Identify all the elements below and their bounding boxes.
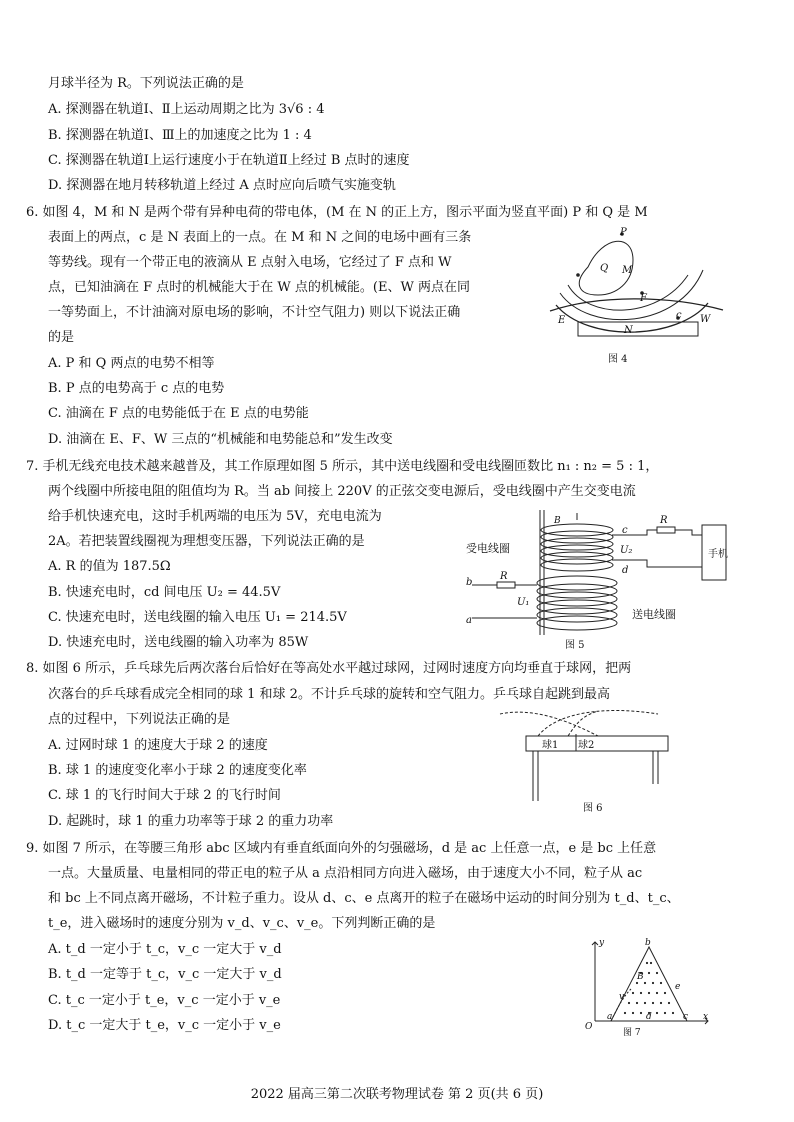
fig4-label-e: E <box>558 315 566 326</box>
text-line: C. 球 1 的飞行时间大于球 2 的飞行时间 <box>48 788 281 803</box>
fig6-label-ball2: 球2 <box>578 740 595 751</box>
text-line: D. 探测器在地月转移轨道上经过 A 点时应向后喷气实施变轨 <box>48 178 396 193</box>
fig5-label-d: d <box>622 565 629 576</box>
text-line: C. 探测器在轨道Ⅰ上运行速度小于在轨道Ⅱ上经过 B 点时的速度 <box>48 153 410 168</box>
fig7-label-b-field: B <box>637 972 644 982</box>
fig7-label-y: y <box>599 938 605 948</box>
text-line: 的是 <box>48 330 75 345</box>
text-line: 两个线圈中所接电阻的阻值均为 R。当 ab 间接上 220V 的正弦交变电源后，受电线圈中产生交变电流 <box>48 484 636 499</box>
figure-5-diagram <box>462 505 762 655</box>
text-line: 6. 如图 4，M 和 N 是两个带有异种电荷的带电体，(M 在 N 的正上方，图示平面为竖直平面) P 和 Q 是 M <box>26 205 648 220</box>
text-line: 一点。大量质量、电量相同的带正电的粒子从 a 点沿相同方向进入磁场，由于速度大小不同，粒子从 ac <box>48 866 643 881</box>
text-line: t_e，进入磁场时的速度分别为 v_d、v_c、v_e。下列判断正确的是 <box>48 916 436 931</box>
text-line: 点，已知油滴在 F 点时的机械能大于在 W 点的机械能。(E、W 两点在同 <box>48 280 470 295</box>
fig5-label-b: b <box>466 577 473 588</box>
text-line: 7. 手机无线充电技术越来越普及，其工作原理如图 5 所示，其中送电线圈和受电线圈匝数比 n₁ : n₂ = 5 : 1， <box>26 459 659 474</box>
fig7-label-d: d <box>646 1012 652 1022</box>
text-line: D. t_c 一定大于 t_e，v_c 一定小于 v_e <box>48 1018 281 1033</box>
text-line: 等势线。现有一个带正电的液滴从 E 点射入电场，它经过了 F 点和 W <box>48 255 452 270</box>
fig7-label-b: b <box>645 938 651 948</box>
figure-6-diagram <box>498 706 678 816</box>
fig4-label-q: Q <box>600 263 609 274</box>
text-line: A. P 和 Q 两点的电势不相等 <box>48 356 215 371</box>
text-line: B. 球 1 的速度变化率小于球 2 的速度变化率 <box>48 763 307 778</box>
text-line: A. 探测器在轨道Ⅰ、Ⅱ上运动周期之比为 3√6 : 4 <box>48 102 325 117</box>
fig5-label-receiver-coil: 受电线圈 <box>466 542 510 555</box>
text-line: C. 快速充电时，送电线圈的输入电压 U₁ = 214.5V <box>48 610 347 625</box>
fig7-caption: 图 7 <box>623 1028 641 1038</box>
text-line: 给手机快速充电，这时手机两端的电压为 5V，充电电流为 <box>48 509 382 524</box>
text-line: B. t_d 一定等于 t_c，v_c 一定大于 v_d <box>48 967 282 982</box>
text-line: A. t_d 一定小于 t_c，v_c 一定大于 v_d <box>48 942 282 957</box>
text-line: 9. 如图 7 所示，在等腰三角形 abc 区域内有垂直纸面向外的匀强磁场，d 是 ac 上任意一点，e 是 bc 上任意 <box>26 841 657 856</box>
text-line: 次落台的乒乓球看成完全相同的球 1 和球 2。不计乒乓球的旋转和空气阻力。乒乓球自起跳到最高 <box>48 687 610 702</box>
fig4-label-w: W <box>700 314 711 325</box>
text-line: D. 油滴在 E、F、W 三点的“机械能和电势能总和”发生改变 <box>48 432 393 447</box>
fig7-label-v: v <box>619 992 625 1002</box>
text-line: D. 快速充电时，送电线圈的输入功率为 85W <box>48 635 309 650</box>
fig4-label-m: M <box>622 265 633 276</box>
text-line: 2A。若把装置线圈视为理想变压器，下列说法正确的是 <box>48 534 365 549</box>
fig5-label-a: a <box>466 615 472 626</box>
text-line: B. 探测器在轨道Ⅰ、Ⅲ上的加速度之比为 1 : 4 <box>48 128 312 143</box>
fig5-label-sender-coil: 送电线圈 <box>632 608 676 621</box>
fig4-caption: 图 4 <box>608 354 628 365</box>
fig4-label-c: c <box>676 310 682 321</box>
fig5-label-r1: R <box>500 571 508 582</box>
fig4-label-f: F <box>640 293 647 304</box>
fig5-label-c: c <box>622 525 628 536</box>
text-line: 月球半径为 R。下列说法正确的是 <box>48 76 244 91</box>
fig7-label-c: c <box>683 1012 689 1022</box>
fig6-caption: 图 6 <box>583 803 603 814</box>
figure-7-diagram <box>583 937 713 1037</box>
fig5-label-u1: U₁ <box>517 597 530 608</box>
text-line: 一等势面上，不计油滴对原电场的影响，不计空气阻力) 则以下说法正确 <box>48 305 461 320</box>
fig7-label-o: O <box>585 1022 593 1032</box>
fig5-label-u2: U₂ <box>620 545 633 556</box>
fig5-caption: 图 5 <box>565 640 585 651</box>
fig7-label-x: x <box>703 1012 709 1022</box>
figure-4-diagram <box>548 225 728 375</box>
fig5-label-b-field: B <box>554 516 561 526</box>
fig7-label-e: e <box>675 982 681 992</box>
text-line: A. R 的值为 187.5Ω <box>48 559 171 574</box>
text-line: D. 起跳时，球 1 的重力功率等于球 2 的重力功率 <box>48 814 334 829</box>
text-line: C. t_c 一定小于 t_e，v_c 一定小于 v_e <box>48 993 281 1008</box>
fig7-label-a: a <box>607 1012 613 1022</box>
text-line: 点的过程中，下列说法正确的是 <box>48 712 231 727</box>
fig6-label-ball1: 球1 <box>542 740 559 751</box>
text-line: A. 过网时球 1 的速度大于球 2 的速度 <box>48 738 268 753</box>
text-line: C. 油滴在 F 点的电势能低于在 E 点的电势能 <box>48 406 309 421</box>
fig4-label-p: P <box>620 227 627 238</box>
text-line: 8. 如图 6 所示，乒乓球先后两次落台后恰好在等高处水平越过球网，过网时速度方向均垂直于球网，把两 <box>26 661 632 676</box>
fig4-label-n: N <box>624 325 633 336</box>
fig5-label-phone: 手机 <box>708 549 728 560</box>
fig5-label-r2: R <box>660 515 668 526</box>
text-line: B. P 点的电势高于 c 点的电势 <box>48 381 225 396</box>
text-line: 表面上的两点，c 是 N 表面上的一点。在 M 和 N 之间的电场中画有三条 <box>48 230 472 245</box>
text-line: 和 bc 上不同点离开磁场，不计粒子重力。设从 d、c、e 点离开的粒子在磁场中运动的时间分别为 t_d、t_c、 <box>48 891 680 906</box>
page-footer: 2022 届高三第二次联考物理试卷 第 2 页(共 6 页) <box>250 1087 544 1102</box>
text-line: B. 快速充电时，cd 间电压 U₂ = 44.5V <box>48 585 281 600</box>
